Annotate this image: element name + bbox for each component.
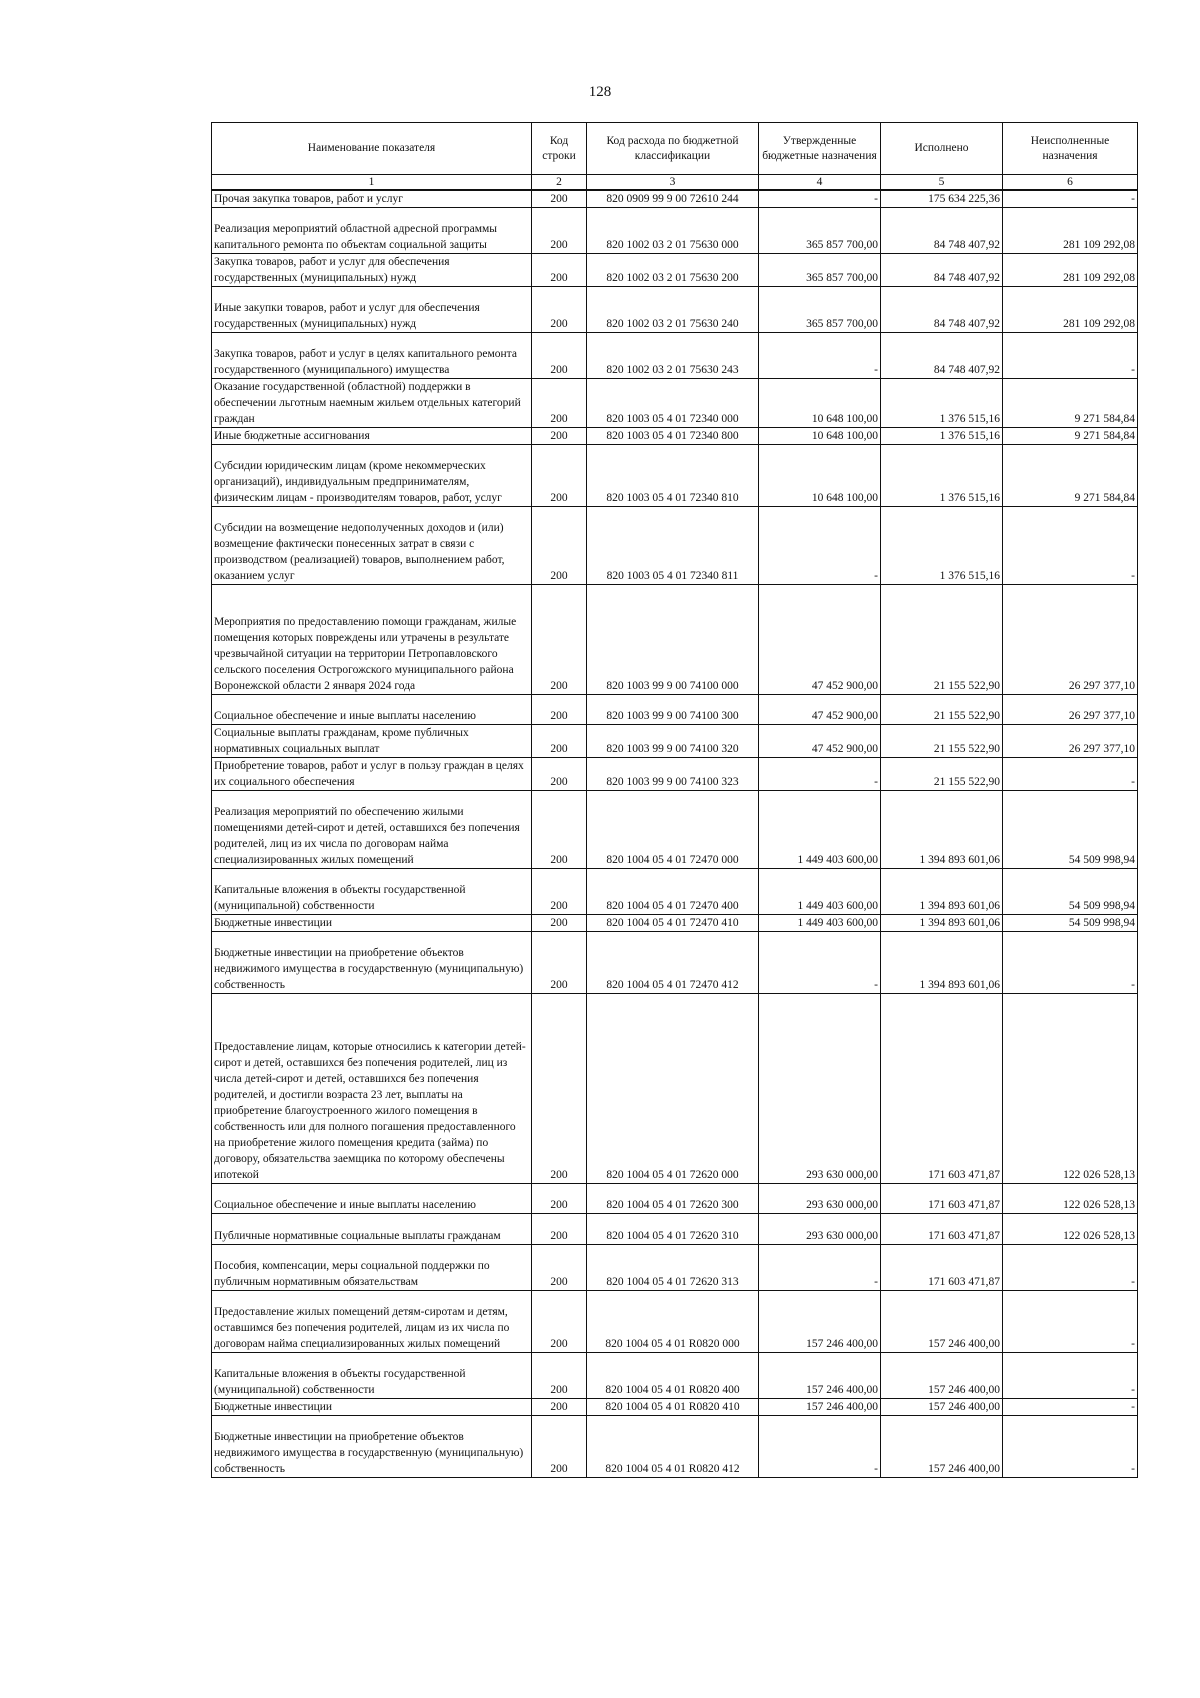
row-class-code: 820 1003 99 9 00 74100 000 — [587, 585, 759, 695]
row-line-code: 200 — [532, 1245, 587, 1291]
row-name: Капитальные вложения в объекты государственной (муниципальной) собственности — [212, 869, 532, 915]
table-row — [212, 208, 1138, 254]
row-approved: - — [759, 1416, 881, 1478]
row-unexecuted: 9 271 584,84 — [1003, 379, 1138, 428]
row-line-code: 200 — [532, 445, 587, 507]
row-unexecuted: - — [1003, 758, 1138, 791]
row-class-code: 820 1003 99 9 00 74100 320 — [587, 725, 759, 758]
row-executed: 21 155 522,90 — [881, 758, 1003, 791]
row-unexecuted: 54 509 998,94 — [1003, 869, 1138, 915]
row-line-code: 200 — [532, 1184, 587, 1214]
row-line-code: 200 — [532, 585, 587, 695]
table-row — [212, 791, 1138, 869]
row-executed: 157 246 400,00 — [881, 1291, 1003, 1353]
row-name: Закупка товаров, работ и услуг для обеспечения государственных (муниципальных) нужд — [212, 254, 532, 287]
row-executed: 1 376 515,16 — [881, 445, 1003, 507]
row-line-code: 200 — [532, 428, 587, 445]
row-unexecuted: 281 109 292,08 — [1003, 254, 1138, 287]
row-line-code: 200 — [532, 379, 587, 428]
row-unexecuted: 9 271 584,84 — [1003, 445, 1138, 507]
row-class-code: 820 1003 05 4 01 72340 810 — [587, 445, 759, 507]
table-row — [212, 1214, 1138, 1245]
row-class-code: 820 1004 05 4 01 R0820 412 — [587, 1416, 759, 1478]
row-approved: 10 648 100,00 — [759, 428, 881, 445]
row-approved: 157 246 400,00 — [759, 1399, 881, 1416]
header-executed: Исполнено — [881, 123, 1003, 175]
row-executed: 171 603 471,87 — [881, 994, 1003, 1184]
row-name: Субсидии юридическим лицам (кроме некоммерческих организаций), индивидуальным предпринимателям, физическим лицам - производителям товаров, работ, услуг — [212, 445, 532, 507]
row-line-code: 200 — [532, 1399, 587, 1416]
row-approved: - — [759, 333, 881, 379]
table-row — [212, 1416, 1138, 1478]
row-unexecuted: - — [1003, 507, 1138, 585]
table-row — [212, 869, 1138, 915]
row-approved: 293 630 000,00 — [759, 1184, 881, 1214]
row-line-code: 200 — [532, 791, 587, 869]
table-row — [212, 915, 1138, 932]
page-number: 128 — [588, 84, 612, 100]
table-row — [212, 379, 1138, 428]
row-approved: - — [759, 932, 881, 994]
row-name: Реализация мероприятий областной адресной программы капитального ремонта по объектам социальной защиты — [212, 208, 532, 254]
row-unexecuted: - — [1003, 190, 1138, 208]
header-unexecuted: Неисполненные назначения — [1003, 123, 1138, 175]
row-executed: 1 394 893 601,06 — [881, 915, 1003, 932]
row-approved: 47 452 900,00 — [759, 585, 881, 695]
column-number: 2 — [532, 175, 587, 191]
row-name: Бюджетные инвестиции на приобретение объектов недвижимого имущества в государственную (муниципальную) собственность — [212, 932, 532, 994]
row-executed: 171 603 471,87 — [881, 1245, 1003, 1291]
table-row — [212, 1399, 1138, 1416]
header-line-code: Код строки — [532, 123, 587, 175]
row-executed: 1 376 515,16 — [881, 507, 1003, 585]
row-line-code: 200 — [532, 994, 587, 1184]
row-name: Прочая закупка товаров, работ и услуг — [212, 190, 532, 208]
column-number: 5 — [881, 175, 1003, 191]
row-class-code: 820 1004 05 4 01 R0820 000 — [587, 1291, 759, 1353]
row-name: Предоставление жилых помещений детям-сиротам и детям, оставшимся без попечения родителей, лицам из их числа по договорам найма специализированных жилых помещений — [212, 1291, 532, 1353]
row-name: Субсидии на возмещение недополученных доходов и (или) возмещение фактически понесенных затрат в связи с производством (реализацией) товаров, выполнением работ, оказанием услуг — [212, 507, 532, 585]
row-class-code: 820 1004 05 4 01 72620 300 — [587, 1184, 759, 1214]
column-number: 1 — [212, 175, 532, 191]
row-executed: 157 246 400,00 — [881, 1416, 1003, 1478]
row-line-code: 200 — [532, 1416, 587, 1478]
row-name: Публичные нормативные социальные выплаты гражданам — [212, 1214, 532, 1245]
row-executed: 175 634 225,36 — [881, 190, 1003, 208]
header-approved: Утвержденные бюджетные назначения — [759, 123, 881, 175]
row-unexecuted: 281 109 292,08 — [1003, 208, 1138, 254]
row-approved: 47 452 900,00 — [759, 695, 881, 725]
table-body — [212, 190, 1138, 1478]
row-class-code: 820 1003 05 4 01 72340 800 — [587, 428, 759, 445]
header-name: Наименование показателя — [212, 123, 532, 175]
row-name: Бюджетные инвестиции — [212, 1399, 532, 1416]
row-executed: 84 748 407,92 — [881, 287, 1003, 333]
row-approved: 1 449 403 600,00 — [759, 791, 881, 869]
row-name: Приобретение товаров, работ и услуг в пользу граждан в целях их социального обеспечения — [212, 758, 532, 791]
table-row — [212, 445, 1138, 507]
row-class-code: 820 1004 05 4 01 72620 310 — [587, 1214, 759, 1245]
row-executed: 21 155 522,90 — [881, 695, 1003, 725]
row-executed: 171 603 471,87 — [881, 1214, 1003, 1245]
row-unexecuted: - — [1003, 932, 1138, 994]
row-unexecuted: - — [1003, 1291, 1138, 1353]
table-row — [212, 1184, 1138, 1214]
row-approved: - — [759, 190, 881, 208]
row-executed: 84 748 407,92 — [881, 254, 1003, 287]
header-class-code: Код расхода по бюджетной классификации — [587, 123, 759, 175]
row-class-code: 820 1004 05 4 01 R0820 400 — [587, 1353, 759, 1399]
expenditure-table — [211, 122, 1138, 1478]
row-unexecuted: 281 109 292,08 — [1003, 287, 1138, 333]
table-row — [212, 428, 1138, 445]
row-class-code: 820 1002 03 2 01 75630 200 — [587, 254, 759, 287]
row-approved: - — [759, 758, 881, 791]
row-line-code: 200 — [532, 1214, 587, 1245]
row-unexecuted: 122 026 528,13 — [1003, 1214, 1138, 1245]
row-executed: 157 246 400,00 — [881, 1399, 1003, 1416]
row-line-code: 200 — [532, 1291, 587, 1353]
table-row — [212, 994, 1138, 1184]
table-row — [212, 1291, 1138, 1353]
row-approved: 1 449 403 600,00 — [759, 915, 881, 932]
row-approved: 1 449 403 600,00 — [759, 869, 881, 915]
row-class-code: 820 1004 05 4 01 72620 313 — [587, 1245, 759, 1291]
row-approved: 365 857 700,00 — [759, 287, 881, 333]
column-number: 4 — [759, 175, 881, 191]
row-approved: 293 630 000,00 — [759, 994, 881, 1184]
row-name: Реализация мероприятий по обеспечению жилыми помещениями детей-сирот и детей, оставшихся без попечения родителей, лиц из их числа по договорам найма специализированных жилых помещений — [212, 791, 532, 869]
row-line-code: 200 — [532, 254, 587, 287]
row-approved: 157 246 400,00 — [759, 1353, 881, 1399]
row-name: Социальное обеспечение и иные выплаты населению — [212, 695, 532, 725]
row-unexecuted: 122 026 528,13 — [1003, 1184, 1138, 1214]
row-unexecuted: 26 297 377,10 — [1003, 695, 1138, 725]
row-line-code: 200 — [532, 695, 587, 725]
row-name: Иные закупки товаров, работ и услуг для обеспечения государственных (муниципальных) нужд — [212, 287, 532, 333]
row-name: Капитальные вложения в объекты государственной (муниципальной) собственности — [212, 1353, 532, 1399]
row-approved: 365 857 700,00 — [759, 254, 881, 287]
row-approved: - — [759, 1245, 881, 1291]
row-unexecuted: - — [1003, 1399, 1138, 1416]
row-name: Предоставление лицам, которые относились к категории детей-сирот и детей, оставшихся без попечения родителей, лиц из числа детей-сирот и детей, оставшихся без попечения родителей, и достигли возраста 23 лет, выплаты на приобретение благоустроенного жилого помещения в собственность или для полного погашения предоставленного на приобретение жилого помещения кредита (займа) по договору, обязательства заемщика по которому обеспечены ипотекой — [212, 994, 532, 1184]
column-number: 6 — [1003, 175, 1138, 191]
table-row — [212, 695, 1138, 725]
row-class-code: 820 1004 05 4 01 72470 410 — [587, 915, 759, 932]
table-row — [212, 585, 1138, 695]
row-approved: - — [759, 507, 881, 585]
row-line-code: 200 — [532, 1353, 587, 1399]
row-executed: 84 748 407,92 — [881, 333, 1003, 379]
row-approved: 47 452 900,00 — [759, 725, 881, 758]
row-name: Оказание государственной (областной) поддержки в обеспечении льготным наемным жильем отдельных категорий граждан — [212, 379, 532, 428]
row-unexecuted: 26 297 377,10 — [1003, 585, 1138, 695]
row-name: Социальные выплаты гражданам, кроме публичных нормативных социальных выплат — [212, 725, 532, 758]
row-class-code: 820 1004 05 4 01 72620 000 — [587, 994, 759, 1184]
row-unexecuted: - — [1003, 1245, 1138, 1291]
row-line-code: 200 — [532, 333, 587, 379]
table-row — [212, 932, 1138, 994]
row-executed: 1 394 893 601,06 — [881, 932, 1003, 994]
row-executed: 1 394 893 601,06 — [881, 791, 1003, 869]
table-row — [212, 333, 1138, 379]
row-unexecuted: 54 509 998,94 — [1003, 791, 1138, 869]
row-line-code: 200 — [532, 725, 587, 758]
row-class-code: 820 1003 05 4 01 72340 000 — [587, 379, 759, 428]
row-name: Пособия, компенсации, меры социальной поддержки по публичным нормативным обязательствам — [212, 1245, 532, 1291]
row-class-code: 820 1003 05 4 01 72340 811 — [587, 507, 759, 585]
table-row — [212, 254, 1138, 287]
row-class-code: 820 1004 05 4 01 72470 400 — [587, 869, 759, 915]
row-approved: 365 857 700,00 — [759, 208, 881, 254]
table-row — [212, 758, 1138, 791]
row-unexecuted: 122 026 528,13 — [1003, 994, 1138, 1184]
row-line-code: 200 — [532, 190, 587, 208]
row-name: Закупка товаров, работ и услуг в целях капитального ремонта государственного (муниципального) имущества — [212, 333, 532, 379]
row-line-code: 200 — [532, 507, 587, 585]
row-name: Иные бюджетные ассигнования — [212, 428, 532, 445]
row-executed: 1 394 893 601,06 — [881, 869, 1003, 915]
row-unexecuted: - — [1003, 1353, 1138, 1399]
row-unexecuted: 9 271 584,84 — [1003, 428, 1138, 445]
row-name: Бюджетные инвестиции — [212, 915, 532, 932]
row-class-code: 820 0909 99 9 00 72610 244 — [587, 190, 759, 208]
row-class-code: 820 1002 03 2 01 75630 240 — [587, 287, 759, 333]
table-row — [212, 190, 1138, 208]
column-number-row — [212, 175, 1138, 191]
row-class-code: 820 1002 03 2 01 75630 000 — [587, 208, 759, 254]
row-executed: 1 376 515,16 — [881, 379, 1003, 428]
row-line-code: 200 — [532, 287, 587, 333]
row-class-code: 820 1004 05 4 01 R0820 410 — [587, 1399, 759, 1416]
row-executed: 84 748 407,92 — [881, 208, 1003, 254]
row-approved: 10 648 100,00 — [759, 445, 881, 507]
header-row — [212, 123, 1138, 175]
row-executed: 1 376 515,16 — [881, 428, 1003, 445]
row-class-code: 820 1004 05 4 01 72470 000 — [587, 791, 759, 869]
row-executed: 157 246 400,00 — [881, 1353, 1003, 1399]
row-name: Социальное обеспечение и иные выплаты населению — [212, 1184, 532, 1214]
row-line-code: 200 — [532, 208, 587, 254]
table-row — [212, 287, 1138, 333]
table-row — [212, 1245, 1138, 1291]
row-unexecuted: - — [1003, 1416, 1138, 1478]
row-executed: 21 155 522,90 — [881, 585, 1003, 695]
table-row — [212, 1353, 1138, 1399]
row-line-code: 200 — [532, 932, 587, 994]
row-approved: 157 246 400,00 — [759, 1291, 881, 1353]
row-name: Бюджетные инвестиции на приобретение объектов недвижимого имущества в государственную (муниципальную) собственность — [212, 1416, 532, 1478]
row-name: Мероприятия по предоставлению помощи гражданам, жилые помещения которых повреждены или утрачены в результате чрезвычайной ситуации на территории Петропавловского сельского поселения Острогожского муниципального района Воронежской области 2 января 2024 года — [212, 585, 532, 695]
row-unexecuted: - — [1003, 333, 1138, 379]
table-row — [212, 507, 1138, 585]
table-row — [212, 725, 1138, 758]
row-class-code: 820 1003 99 9 00 74100 300 — [587, 695, 759, 725]
row-approved: 10 648 100,00 — [759, 379, 881, 428]
row-executed: 21 155 522,90 — [881, 725, 1003, 758]
row-line-code: 200 — [532, 915, 587, 932]
row-unexecuted: 26 297 377,10 — [1003, 725, 1138, 758]
row-class-code: 820 1003 99 9 00 74100 323 — [587, 758, 759, 791]
row-class-code: 820 1002 03 2 01 75630 243 — [587, 333, 759, 379]
column-number: 3 — [587, 175, 759, 191]
row-class-code: 820 1004 05 4 01 72470 412 — [587, 932, 759, 994]
row-unexecuted: 54 509 998,94 — [1003, 915, 1138, 932]
row-line-code: 200 — [532, 758, 587, 791]
row-approved: 293 630 000,00 — [759, 1214, 881, 1245]
row-executed: 171 603 471,87 — [881, 1184, 1003, 1214]
row-line-code: 200 — [532, 869, 587, 915]
